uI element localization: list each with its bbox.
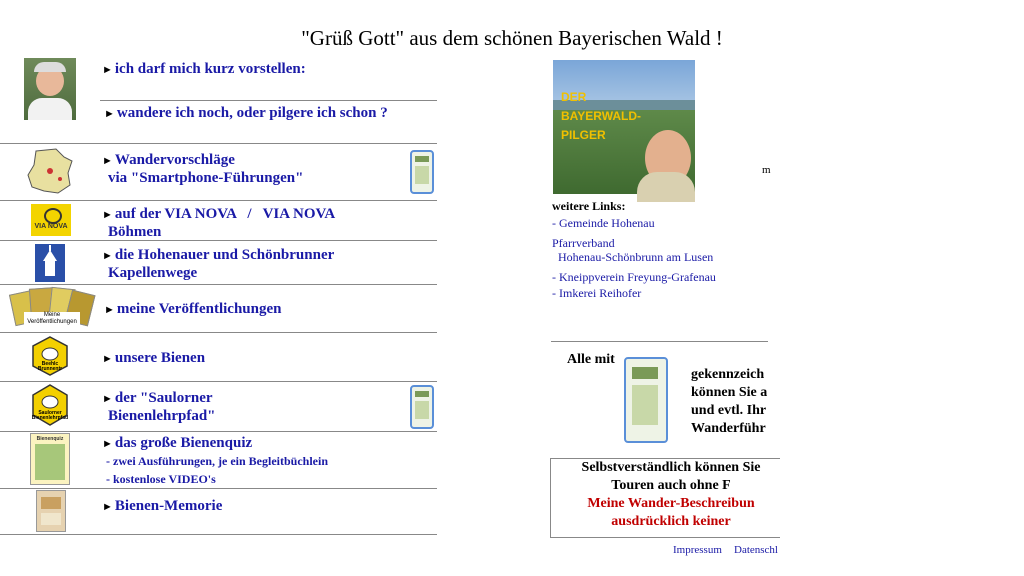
arrow-right-icon: ► xyxy=(102,250,113,262)
smartphone-icon[interactable] xyxy=(410,385,434,429)
arrow-right-icon: ► xyxy=(104,108,115,120)
divider xyxy=(551,341,768,342)
portrait-photo xyxy=(24,58,76,120)
publications-thumbnail: Meine Veröffentlichungen xyxy=(10,286,92,328)
menu-item-vorstellen[interactable]: ► ich darf mich kurz vorstellen: xyxy=(102,61,306,77)
divider xyxy=(100,100,437,101)
menu-item-veroeffentlichungen[interactable]: ► meine Veröffentlichungen xyxy=(104,301,282,317)
arrow-right-icon: ► xyxy=(102,209,113,221)
divider xyxy=(0,381,437,382)
smartphone-icon[interactable] xyxy=(410,150,434,194)
menu-item-bienenlehrpfad[interactable]: ► der "Saulorner Bienenlehrpfad" xyxy=(102,390,216,424)
bienenquiz-thumbnail: Bienenquiz xyxy=(30,433,70,485)
chapel-icon xyxy=(35,244,65,282)
menu-item-bienen[interactable]: ► unsere Bienen xyxy=(102,350,206,366)
arrow-right-icon: ► xyxy=(102,353,113,365)
divider xyxy=(0,431,437,432)
divider xyxy=(0,200,437,201)
menu-item-wandervorschlaege[interactable]: ► Wandervorschläge via "Smartphone-Führungen" xyxy=(102,152,304,186)
hinweis-text: Selbstverständlich können Sie Touren auch ohne F Meine Wander-Beschreibun ausdrücklich keiner xyxy=(581,460,761,529)
divider xyxy=(0,284,437,285)
bee-hexagon-logo: Beehlc Brunnentr xyxy=(30,336,70,376)
weitere-links-heading: weitere Links: xyxy=(552,199,626,213)
bavaria-map-icon xyxy=(26,147,74,197)
impressum-link[interactable]: Impressum xyxy=(673,544,722,556)
menu-item-wandere-pilgere[interactable]: ► wandere ich noch, oder pilgere ich schon ? xyxy=(104,105,388,121)
divider xyxy=(0,143,437,144)
link-gemeinde-hohenau[interactable]: - Gemeinde Hohenau xyxy=(552,216,655,230)
arrow-right-icon: ► xyxy=(102,64,113,76)
bienenlehrpfad-logo: Saulorner Bienenlehrpfad xyxy=(30,384,70,426)
menu-item-bienen-memorie[interactable]: ► Bienen-Memorie xyxy=(102,498,223,514)
divider xyxy=(0,240,437,241)
divider xyxy=(0,488,437,489)
menu-item-bienenquiz[interactable]: ► das große Bienenquiz - zwei Ausführungen, je ein Begleitbüchlein - kostenlose VIDEO's xyxy=(102,435,329,486)
page-title: "Grüß Gott" aus dem schönen Bayerischen Wald ! xyxy=(301,26,723,50)
alle-mit-label: Alle mit xyxy=(567,352,615,367)
link-imkerei-reihofer[interactable]: - Imkerei Reihofer xyxy=(552,286,642,300)
divider xyxy=(0,534,437,535)
bienen-memorie-thumbnail xyxy=(36,490,66,532)
arrow-right-icon: ► xyxy=(102,438,113,450)
arrow-right-icon: ► xyxy=(102,501,113,513)
arrow-right-icon: ► xyxy=(102,155,113,167)
arrow-right-icon: ► xyxy=(102,393,113,405)
arrow-right-icon: ► xyxy=(104,304,115,316)
link-kneippverein[interactable]: - Kneippverein Freyung-Grafenau xyxy=(552,270,716,284)
divider xyxy=(0,332,437,333)
alle-mit-text: gekennzeich können Sie a und evtl. Ihr Wanderführ xyxy=(691,367,768,436)
edge-text: m xyxy=(762,164,771,176)
menu-item-via-nova[interactable]: ► auf der VIA NOVA / VIA NOVA Böhmen xyxy=(102,206,336,240)
smartphone-icon xyxy=(624,357,668,443)
link-pfarrverband[interactable]: Pfarrverband Hohenau-Schönbrunn am Lusen xyxy=(552,236,714,264)
via-nova-logo: VIA NOVA xyxy=(31,204,71,236)
datenschutz-link[interactable]: Datenschl xyxy=(734,544,778,556)
bayerwald-pilger-image: DER BAYERWALD- PILGER xyxy=(553,60,695,194)
menu-item-kapellenwege[interactable]: ► die Hohenauer und Schönbrunner Kapellenwege xyxy=(102,247,335,281)
